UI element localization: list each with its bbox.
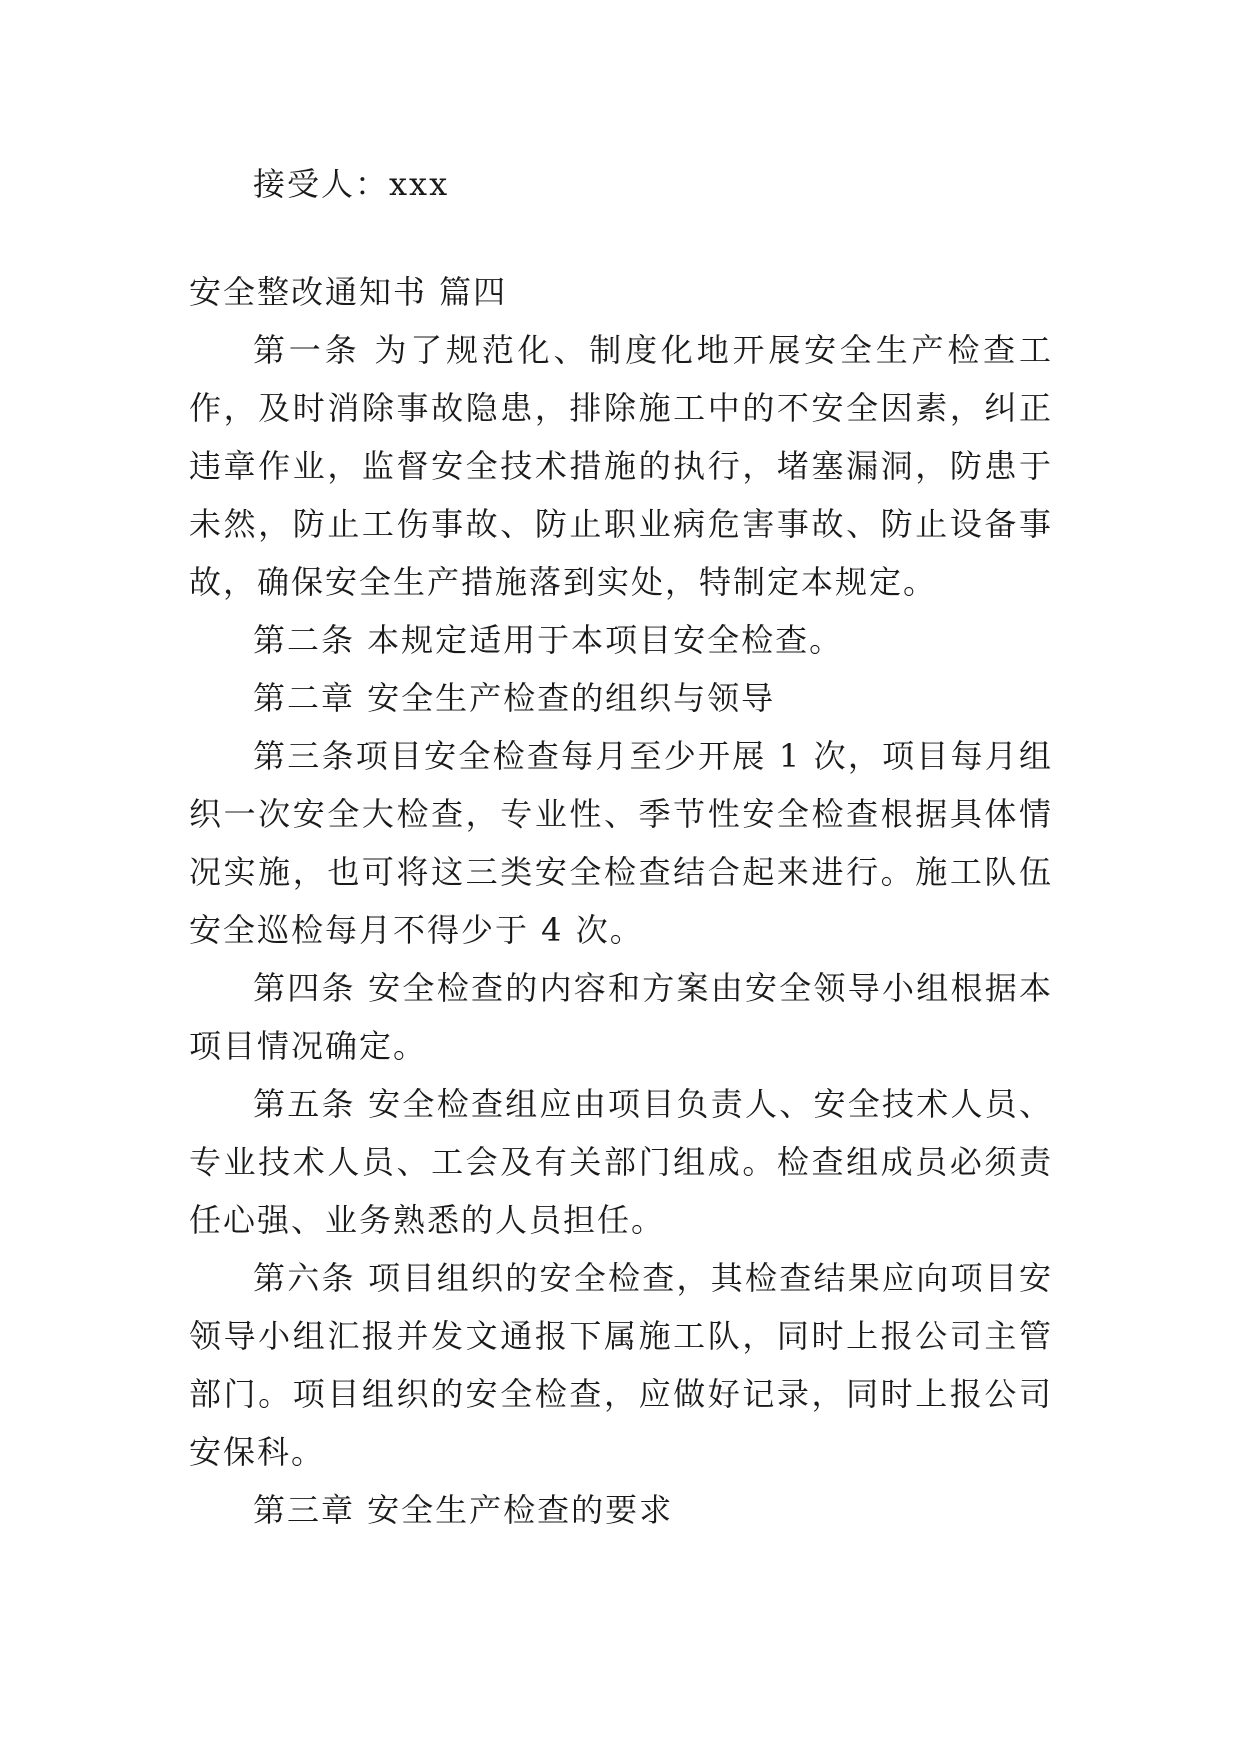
receiver-line: 接受人：xxx	[253, 165, 450, 203]
paragraph-article-6: 第六条 项目组织的安全检查，其检查结果应向项目安领导小组汇报并发文通报下属施工队，同时上报公司主管部门。项目组织的安全检查，应做好记录，同时上报公司安保科。	[189, 1259, 1053, 1471]
paragraph-article-3: 第三条项目安全检查每月至少开展 1 次，项目每月组织一次安全大检查，专业性、季节性安全检查根据具体情况实施，也可将这三类安全检查结合起来进行。施工队伍安全巡检每月不得少于 4 次。	[189, 737, 1053, 949]
chapter-heading-3: 第三章 安全生产检查的要求	[253, 1491, 674, 1529]
paragraph-article-5: 第五条 安全检查组应由项目负责人、安全技术人员、专业技术人员、工会及有关部门组成。检查组成员必须责任心强、业务熟悉的人员担任。	[189, 1085, 1053, 1239]
paragraph-article-2: 第二条 本规定适用于本项目安全检查。	[253, 621, 844, 659]
paragraph-list	[189, 321, 1053, 1539]
section-title: 安全整改通知书 篇四	[189, 273, 508, 311]
document-body	[189, 155, 1053, 1539]
paragraph-article-1: 第一条 为了规范化、制度化地开展安全生产检查工作，及时消除事故隐患，排除施工中的不安全因素，纠正违章作业，监督安全技术措施的执行，堵塞漏洞，防患于未然，防止工伤事故、防止职业病危害事故、防止设备事故，确保安全生产措施落到实处，特制定本规定。	[189, 331, 1053, 601]
chapter-heading-2: 第二章 安全生产检查的组织与领导	[253, 679, 776, 717]
paragraph-article-4: 第四条 安全检查的内容和方案由安全领导小组根据本项目情况确定。	[189, 969, 1053, 1065]
